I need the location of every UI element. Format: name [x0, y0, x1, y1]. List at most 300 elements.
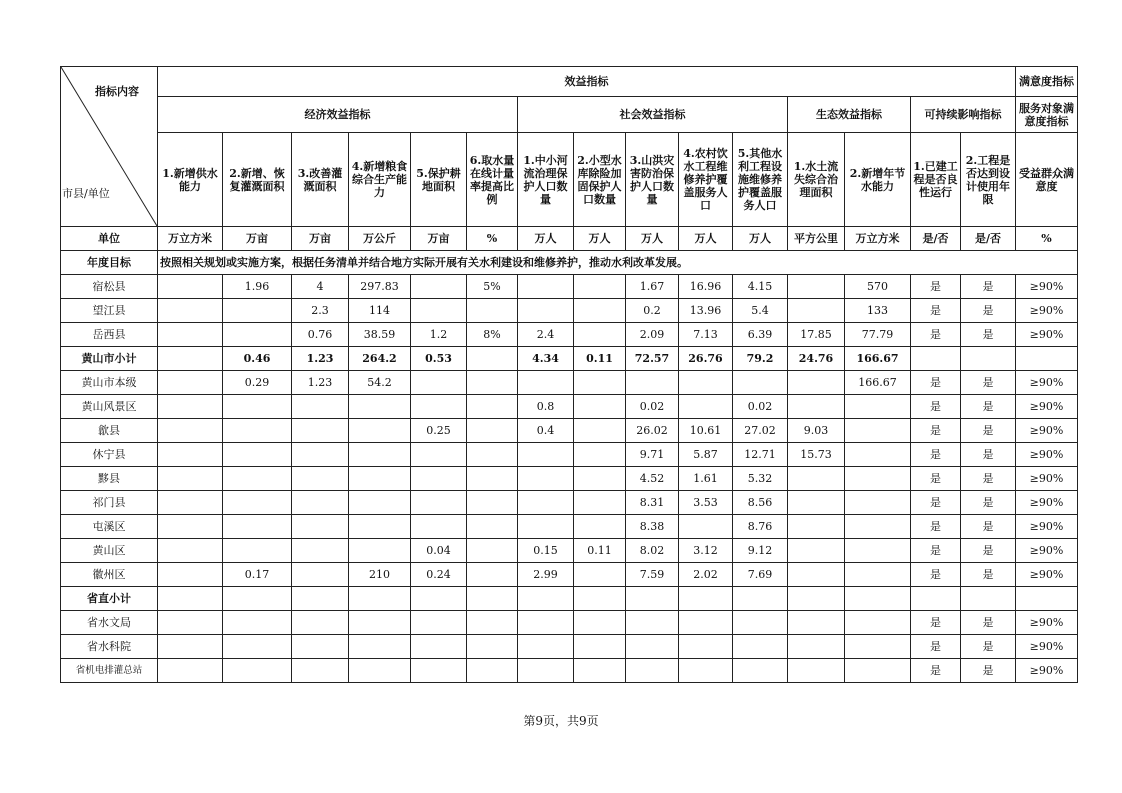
table-cell: [223, 659, 292, 683]
table-cell: 0.02: [733, 395, 788, 419]
table-cell: [626, 587, 679, 611]
table-row: [61, 611, 1078, 635]
table-cell: 166.67: [845, 371, 911, 395]
table-cell: 77.79: [845, 323, 911, 347]
table-cell: [292, 635, 349, 659]
table-cell: 8.56: [733, 491, 788, 515]
table-cell: 是: [961, 443, 1016, 467]
table-cell: 6.39: [733, 323, 788, 347]
annual-goal-label: 年度目标: [61, 251, 158, 275]
table-cell: [626, 659, 679, 683]
table-cell: 570: [845, 275, 911, 299]
column-header: 5.其他水利工程设施维修养护覆盖服务人口: [733, 133, 788, 227]
table-cell: [223, 443, 292, 467]
table-cell: 7.69: [733, 563, 788, 587]
table-cell: ≥90%: [1016, 275, 1078, 299]
table-cell: 3.53: [679, 491, 733, 515]
indicator-table: [60, 66, 1078, 683]
table-cell: [574, 563, 626, 587]
table-cell: 是: [911, 635, 961, 659]
table-cell: 是: [961, 539, 1016, 563]
table-cell: [158, 491, 223, 515]
table-cell: [467, 611, 518, 635]
table-cell: 17.85: [788, 323, 845, 347]
row-name: 屯溪区: [61, 515, 158, 539]
unit-cell: 万亩: [411, 227, 467, 251]
table-cell: 114: [349, 299, 411, 323]
table-cell: [733, 635, 788, 659]
column-header: 4.新增粮食综合生产能力: [349, 133, 411, 227]
table-cell: 2.09: [626, 323, 679, 347]
table-cell: [223, 419, 292, 443]
table-cell: 是: [911, 563, 961, 587]
table-cell: [845, 539, 911, 563]
table-cell: [679, 659, 733, 683]
table-cell: 1.61: [679, 467, 733, 491]
table-cell: [158, 395, 223, 419]
unit-cell: 万人: [518, 227, 574, 251]
table-cell: [845, 467, 911, 491]
table-row: [61, 491, 1078, 515]
row-name: 宿松县: [61, 275, 158, 299]
table-cell: 0.8: [518, 395, 574, 419]
table-cell: [467, 563, 518, 587]
table-cell: 8.38: [626, 515, 679, 539]
row-name: 祁门县: [61, 491, 158, 515]
table-cell: [411, 371, 467, 395]
table-cell: 是: [911, 491, 961, 515]
table-cell: [518, 443, 574, 467]
table-cell: [223, 611, 292, 635]
unit-cell: 万公斤: [349, 227, 411, 251]
table-cell: 0.76: [292, 323, 349, 347]
table-cell: [788, 635, 845, 659]
table-cell: 5.87: [679, 443, 733, 467]
table-cell: [467, 347, 518, 371]
table-cell: [349, 587, 411, 611]
unit-cell: 万人: [574, 227, 626, 251]
table-cell: [788, 299, 845, 323]
table-cell: [788, 467, 845, 491]
table-cell: [292, 419, 349, 443]
table-cell: [158, 371, 223, 395]
table-cell: ≥90%: [1016, 539, 1078, 563]
table-cell: [467, 539, 518, 563]
table-cell: ≥90%: [1016, 563, 1078, 587]
row-name: 休宁县: [61, 443, 158, 467]
table-cell: [411, 635, 467, 659]
table-cell: [961, 587, 1016, 611]
column-header: 4.农村饮水工程维修养护覆盖服务人口: [679, 133, 733, 227]
table-cell: [223, 587, 292, 611]
table-cell: 166.67: [845, 347, 911, 371]
table-cell: 4.34: [518, 347, 574, 371]
row-name: 黄山市本级: [61, 371, 158, 395]
table-cell: 是: [911, 275, 961, 299]
page-footer: 第9页，共9页: [523, 714, 599, 728]
table-cell: 0.53: [411, 347, 467, 371]
row-name: 岳西县: [61, 323, 158, 347]
column-header: 3.改善灌溉面积: [292, 133, 349, 227]
table-cell: [467, 467, 518, 491]
table-cell: [788, 515, 845, 539]
table-cell: 133: [845, 299, 911, 323]
table-cell: [467, 587, 518, 611]
row-name: 省机电排灌总站: [61, 659, 158, 683]
table-cell: 是: [911, 467, 961, 491]
table-cell: [292, 467, 349, 491]
table-cell: 5.4: [733, 299, 788, 323]
table-cell: [349, 635, 411, 659]
table-cell: 0.2: [626, 299, 679, 323]
table-cell: 4.15: [733, 275, 788, 299]
table-row: [61, 419, 1078, 443]
unit-row-label: 单位: [61, 227, 158, 251]
table-cell: 0.24: [411, 563, 467, 587]
table-cell: [626, 611, 679, 635]
table-cell: [158, 515, 223, 539]
table-cell: 7.13: [679, 323, 733, 347]
table-cell: 8.76: [733, 515, 788, 539]
table-cell: [574, 323, 626, 347]
unit-cell: 万人: [733, 227, 788, 251]
table-cell: 0.02: [626, 395, 679, 419]
table-cell: [349, 419, 411, 443]
table-cell: 7.59: [626, 563, 679, 587]
table-cell: 72.57: [626, 347, 679, 371]
table-cell: [788, 611, 845, 635]
table-cell: [411, 299, 467, 323]
table-cell: [467, 659, 518, 683]
table-cell: 0.11: [574, 347, 626, 371]
table-cell: [467, 491, 518, 515]
table-cell: 是: [911, 659, 961, 683]
table-cell: 是: [961, 419, 1016, 443]
row-name: 省水文局: [61, 611, 158, 635]
service-satisfaction-header: 服务对象满意度指标: [1016, 97, 1078, 133]
unit-cell: 万亩: [223, 227, 292, 251]
table-cell: 是: [911, 299, 961, 323]
table-cell: [845, 611, 911, 635]
table-cell: [679, 587, 733, 611]
table-row: [61, 659, 1078, 683]
table-cell: [411, 611, 467, 635]
table-cell: [788, 275, 845, 299]
unit-cell: 万人: [626, 227, 679, 251]
table-cell: [411, 515, 467, 539]
table-cell: 27.02: [733, 419, 788, 443]
table-cell: [411, 587, 467, 611]
table-cell: 24.76: [788, 347, 845, 371]
row-name: 省直小计: [61, 587, 158, 611]
unit-cell: 万人: [679, 227, 733, 251]
table-cell: 8.02: [626, 539, 679, 563]
table-cell: [518, 635, 574, 659]
table-cell: [911, 347, 961, 371]
table-cell: 0.29: [223, 371, 292, 395]
table-cell: ≥90%: [1016, 419, 1078, 443]
header-corner-cell: [61, 67, 158, 227]
table-cell: [518, 611, 574, 635]
table-cell: [574, 371, 626, 395]
table-row: [61, 587, 1078, 611]
column-header: 受益群众满意度: [1016, 133, 1078, 227]
table-cell: 0.15: [518, 539, 574, 563]
row-name: 黄山区: [61, 539, 158, 563]
ecological-benefit-header: 生态效益指标: [788, 97, 911, 133]
unit-cell: 万立方米: [158, 227, 223, 251]
table-cell: 26.76: [679, 347, 733, 371]
table-cell: 1.2: [411, 323, 467, 347]
table-cell: [626, 635, 679, 659]
table-cell: [411, 275, 467, 299]
table-cell: 是: [961, 491, 1016, 515]
table-cell: 16.96: [679, 275, 733, 299]
table-cell: 是: [911, 323, 961, 347]
table-cell: [574, 635, 626, 659]
table-row: [61, 275, 1078, 299]
table-cell: [788, 539, 845, 563]
table-cell: [574, 467, 626, 491]
table-cell: [158, 563, 223, 587]
table-row: [61, 371, 1078, 395]
table-cell: [158, 323, 223, 347]
column-header: 3.山洪灾害防治保护人口数量: [626, 133, 679, 227]
table-cell: 8%: [467, 323, 518, 347]
table-cell: 15.73: [788, 443, 845, 467]
table-cell: [411, 443, 467, 467]
table-cell: [574, 587, 626, 611]
column-header: 1.中小河流治理保护人口数量: [518, 133, 574, 227]
table-cell: 是: [911, 419, 961, 443]
table-cell: ≥90%: [1016, 395, 1078, 419]
table-cell: 0.04: [411, 539, 467, 563]
table-cell: [845, 515, 911, 539]
column-header: 6.取水量在线计量率提高比例: [467, 133, 518, 227]
table-cell: [1016, 347, 1078, 371]
table-cell: [733, 587, 788, 611]
table-cell: [845, 563, 911, 587]
table-cell: 1.67: [626, 275, 679, 299]
unit-cell: %: [467, 227, 518, 251]
table-cell: 13.96: [679, 299, 733, 323]
table-cell: [223, 491, 292, 515]
table-cell: [574, 491, 626, 515]
table-row: [61, 539, 1078, 563]
table-cell: ≥90%: [1016, 635, 1078, 659]
table-cell: ≥90%: [1016, 323, 1078, 347]
table-cell: [292, 395, 349, 419]
table-cell: [518, 587, 574, 611]
table-cell: [467, 371, 518, 395]
table-cell: [158, 587, 223, 611]
table-cell: 9.12: [733, 539, 788, 563]
table-cell: [158, 443, 223, 467]
table-cell: [158, 419, 223, 443]
table-cell: [679, 611, 733, 635]
unit-cell: 是/否: [911, 227, 961, 251]
table-cell: [679, 635, 733, 659]
table-cell: [467, 395, 518, 419]
column-header: 1.水土流失综合治理面积: [788, 133, 845, 227]
table-cell: 0.25: [411, 419, 467, 443]
table-cell: [574, 395, 626, 419]
table-cell: 10.61: [679, 419, 733, 443]
table-cell: [467, 515, 518, 539]
table-cell: ≥90%: [1016, 371, 1078, 395]
row-name: 歙县: [61, 419, 158, 443]
table-cell: 0.4: [518, 419, 574, 443]
benefit-indicator-header: 效益指标: [158, 67, 1016, 97]
table-cell: [518, 299, 574, 323]
table-row: [61, 347, 1078, 371]
table-cell: [518, 491, 574, 515]
table-cell: 12.71: [733, 443, 788, 467]
row-name: 徽州区: [61, 563, 158, 587]
table-row: [61, 515, 1078, 539]
table-cell: [292, 443, 349, 467]
table-cell: 2.3: [292, 299, 349, 323]
table-cell: [574, 419, 626, 443]
economic-benefit-header: 经济效益指标: [158, 97, 518, 133]
unit-cell: 万立方米: [845, 227, 911, 251]
table-cell: 是: [911, 515, 961, 539]
table-cell: 26.02: [626, 419, 679, 443]
table-cell: 0.11: [574, 539, 626, 563]
table-cell: 2.99: [518, 563, 574, 587]
table-cell: [223, 515, 292, 539]
column-header: 2.新增年节水能力: [845, 133, 911, 227]
table-cell: [518, 275, 574, 299]
table-cell: 4.52: [626, 467, 679, 491]
corner-label-indicator: 指标内容: [95, 85, 139, 98]
annual-goal-text: 按照相关规划或实施方案，根据任务清单并结合地方实际开展有关水利建设和维修养护，推动水利改革发展。: [158, 251, 1078, 275]
table-cell: [349, 539, 411, 563]
table-cell: [158, 635, 223, 659]
corner-label-unit: 市县/单位: [62, 187, 110, 200]
table-cell: [574, 443, 626, 467]
table-cell: [788, 491, 845, 515]
table-cell: 5.32: [733, 467, 788, 491]
table-cell: 0.17: [223, 563, 292, 587]
table-cell: ≥90%: [1016, 611, 1078, 635]
table-cell: 297.83: [349, 275, 411, 299]
table-cell: 8.31: [626, 491, 679, 515]
table-cell: 54.2: [349, 371, 411, 395]
column-header: 1.新增供水能力: [158, 133, 223, 227]
table-cell: ≥90%: [1016, 299, 1078, 323]
table-cell: [158, 539, 223, 563]
unit-cell: 万亩: [292, 227, 349, 251]
table-cell: [788, 563, 845, 587]
table-cell: [845, 419, 911, 443]
table-row: [61, 323, 1078, 347]
table-cell: [292, 539, 349, 563]
table-cell: [733, 611, 788, 635]
table-cell: 是: [911, 371, 961, 395]
table-cell: 是: [961, 563, 1016, 587]
table-cell: [349, 467, 411, 491]
table-cell: [961, 347, 1016, 371]
table-cell: [574, 299, 626, 323]
table-cell: [158, 611, 223, 635]
table-cell: [845, 635, 911, 659]
unit-cell: 是/否: [961, 227, 1016, 251]
table-cell: [467, 635, 518, 659]
table-cell: [411, 467, 467, 491]
table-row: [61, 635, 1078, 659]
table-cell: [223, 299, 292, 323]
table-cell: ≥90%: [1016, 491, 1078, 515]
table-cell: 4: [292, 275, 349, 299]
table-cell: 是: [961, 515, 1016, 539]
table-cell: 是: [961, 371, 1016, 395]
table-cell: [788, 395, 845, 419]
table-cell: [223, 395, 292, 419]
table-cell: [292, 515, 349, 539]
table-cell: [845, 443, 911, 467]
table-cell: [349, 491, 411, 515]
table-cell: 是: [961, 611, 1016, 635]
table-cell: [518, 467, 574, 491]
table-cell: 是: [961, 323, 1016, 347]
row-name: 黄山风景区: [61, 395, 158, 419]
table-cell: 是: [911, 539, 961, 563]
table-cell: [158, 275, 223, 299]
table-cell: [349, 515, 411, 539]
table-cell: [679, 395, 733, 419]
table-cell: ≥90%: [1016, 443, 1078, 467]
table-cell: [574, 515, 626, 539]
table-cell: 是: [911, 611, 961, 635]
table-cell: [158, 659, 223, 683]
table-cell: [292, 491, 349, 515]
table-cell: [845, 395, 911, 419]
table-cell: [574, 611, 626, 635]
table-cell: ≥90%: [1016, 467, 1078, 491]
table-cell: [518, 515, 574, 539]
column-header: 2.工程是否达到设计使用年限: [961, 133, 1016, 227]
table-cell: 9.71: [626, 443, 679, 467]
table-cell: 264.2: [349, 347, 411, 371]
table-cell: [411, 395, 467, 419]
table-cell: [223, 539, 292, 563]
table-cell: ≥90%: [1016, 515, 1078, 539]
table-cell: [1016, 587, 1078, 611]
row-name: 黟县: [61, 467, 158, 491]
sustainable-impact-header: 可持续影响指标: [911, 97, 1016, 133]
table-cell: [292, 563, 349, 587]
table-cell: [292, 611, 349, 635]
table-cell: 2.02: [679, 563, 733, 587]
table-cell: [679, 371, 733, 395]
table-cell: [788, 659, 845, 683]
table-cell: [574, 659, 626, 683]
table-cell: [158, 347, 223, 371]
table-cell: [574, 275, 626, 299]
row-name: 望江县: [61, 299, 158, 323]
table-cell: [788, 587, 845, 611]
table-cell: 38.59: [349, 323, 411, 347]
table-cell: 是: [961, 395, 1016, 419]
table-cell: ≥90%: [1016, 659, 1078, 683]
table-cell: [292, 587, 349, 611]
table-cell: 1.23: [292, 371, 349, 395]
column-header: 2.新增、恢复灌溉面积: [223, 133, 292, 227]
table-cell: 5%: [467, 275, 518, 299]
table-cell: [845, 659, 911, 683]
table-cell: 1.96: [223, 275, 292, 299]
